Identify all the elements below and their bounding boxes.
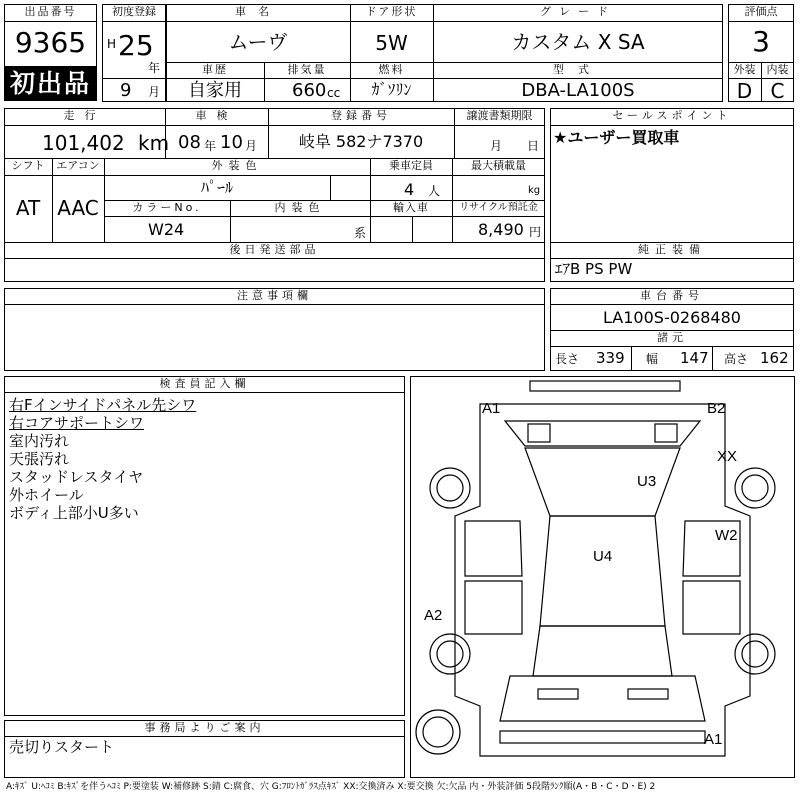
right-rear-door [683,581,740,634]
exterior-color: ﾊﾟｰﾙ [200,178,233,197]
headlight-right [655,424,677,442]
inspector-note: スタッドレスタイヤ [9,468,144,486]
inspection-month-unit: 月 [245,139,258,153]
wheel-rear-right [735,634,775,674]
shift-label: シフト [11,159,45,172]
tailgate [500,676,705,721]
capacity-unit: 人 [428,184,441,198]
front-bumper [530,381,680,391]
wheel-front-right [735,468,775,508]
transfer-month-unit: 月 [490,139,503,153]
tail-lamp-left [538,689,578,699]
transfer-deadline-label: 譲渡書類期限 [466,109,533,122]
first-listing-badge: 初出品 [4,67,97,101]
plate-number: 岐阜 582ナ7370 [298,132,424,151]
grade-label: グレード [540,5,616,18]
left-front-door [465,521,522,576]
damage-mark: A2 [424,607,443,624]
exterior-label: 外装 [733,63,756,76]
length: 339 [596,349,625,367]
lot-number: 9365 [14,26,87,59]
left-rear-door [465,581,522,634]
body-outline [455,404,750,756]
office-notes-text: 売切りスタート [9,738,115,756]
inspection-label: 車検 [195,109,238,122]
mileage: 101,402 [42,131,125,155]
inspector-notes-list [9,396,196,522]
headlight-left [528,424,550,442]
history-label: 車歴 [202,63,228,76]
interior-label: 内装 [766,63,789,76]
model-label: 型式 [553,63,603,76]
air-conditioner: AAC [57,196,99,220]
spec-label: 諸元 [657,331,687,344]
inspector-note: 右コアサポートシワ [9,414,145,432]
length-label: 長さ [555,352,580,366]
displacement-label: 排気量 [287,63,327,76]
wheel-rear-left [430,634,470,674]
office-notes-label: 事務局よりご案内 [144,721,265,734]
width-label: 幅 [646,352,659,366]
color-no-label: カラーNo. [132,201,202,214]
score-label: 評価点 [744,5,778,18]
width: 147 [680,349,709,367]
wheel-front-left [430,468,470,508]
inspector-note: 外ホイール [9,486,84,504]
transfer-day-unit: 日 [527,139,540,153]
interior-color-label: 内装色 [274,201,326,214]
month-unit: 月 [148,85,161,99]
inspector-note: 室内汚れ [9,432,70,450]
height-label: 高さ [724,352,749,366]
interior-grade: C [770,79,785,103]
rear-window [533,626,672,676]
inspection-year: 08 [178,132,201,153]
interior-color-unit: 系 [354,226,367,240]
inspector-note: 右Fインサイドパネル先シワ [9,396,197,414]
sales-point-text: ★ユーザー買取車 [553,128,680,147]
recycle-label: リサイクル預託金 [459,202,538,213]
year-unit: 年 [148,61,161,75]
damage-mark: A1 [482,400,501,417]
lot-no-label: 出品番号 [24,5,77,18]
load-unit: kg [528,185,541,196]
genuine-equipment: ｴｱB PS PW [555,260,633,278]
first-reg-year: 25 [118,29,154,62]
damage-mark: A1 [704,731,723,748]
tail-lamp-right [628,689,668,699]
inspector-note: 天張汚れ [9,450,70,468]
fuel: ｶﾞｿﾘﾝ [371,80,412,99]
import-label: 輸入車 [393,201,429,214]
recycle-unit: 円 [529,225,542,239]
overall-score: 3 [752,25,770,58]
chassis-number: LA100S-0268480 [603,308,741,327]
displacement-unit: cc [327,86,341,100]
model-code: DBA-LA100S [521,80,635,101]
exterior-grade: D [736,79,753,103]
caution-label: 注意事項欄 [237,289,312,302]
color-label: 外装色 [211,159,263,172]
inspector-note: ボディ上部小U多い [9,504,139,522]
genuine-equipment-label: 純正装備 [638,243,706,256]
inspection-month: 10 [220,132,243,153]
plate-label: 登録番号 [331,109,391,122]
chassis-label: 車台番号 [640,289,704,302]
roof [540,516,665,626]
door-label: ドア形状 [365,5,418,18]
car-damage-diagram [410,376,795,778]
damage-mark: U3 [637,473,657,490]
first-reg-month: 9 [120,80,132,101]
damage-mark: XX [717,448,738,465]
damage-mark: B2 [707,400,726,417]
history: 自家用 [188,80,242,101]
rear-bumper [500,731,705,743]
inspection-year-unit: 年 [204,139,217,153]
max-load-label: 最大積載量 [471,159,526,172]
shift: AT [15,196,41,220]
recycle-fee: 8,490 [478,220,524,239]
later-parts-label: 後日発送部品 [229,243,320,256]
grade: カスタム X SA [511,30,645,54]
mileage-unit: km [138,131,170,155]
windshield [525,448,680,516]
height: 162 [760,349,789,367]
first-reg-label: 初度登録 [112,5,156,18]
capacity-label: 乗車定員 [389,159,433,172]
color-number: W24 [148,220,185,239]
sales-point-label: セールスポイント [612,109,732,122]
car-name-label: 車名 [235,5,281,18]
damage-mark: U4 [593,548,613,565]
fuel-label: 燃料 [378,63,405,76]
door-type: 5W [375,31,408,55]
inspector-notes-label: 検査員記入欄 [159,377,250,390]
legend: A:ｷｽﾞ U:ﾍｺﾐ B:ｷｽﾞを伴うﾍｺﾐ P:要塗装 W:補修跡 S:錆 C:腐食、穴 G:ﾌﾛﾝﾄｶﾞﾗｽ点ｷｽﾞ XX:交換済み X:要交換 欠:欠品 内・外装評価 5段階ﾗﾝｸ順(A・B・C・D・E) 2 [6,782,656,792]
ac-label: エアコン [56,159,100,172]
damage-mark: W2 [715,527,738,544]
car-name: ムーヴ [228,30,288,54]
mileage-label: 走行 [63,109,106,122]
capacity: 4 [404,180,415,199]
era: H [107,37,117,51]
displacement: 660 [292,80,327,101]
